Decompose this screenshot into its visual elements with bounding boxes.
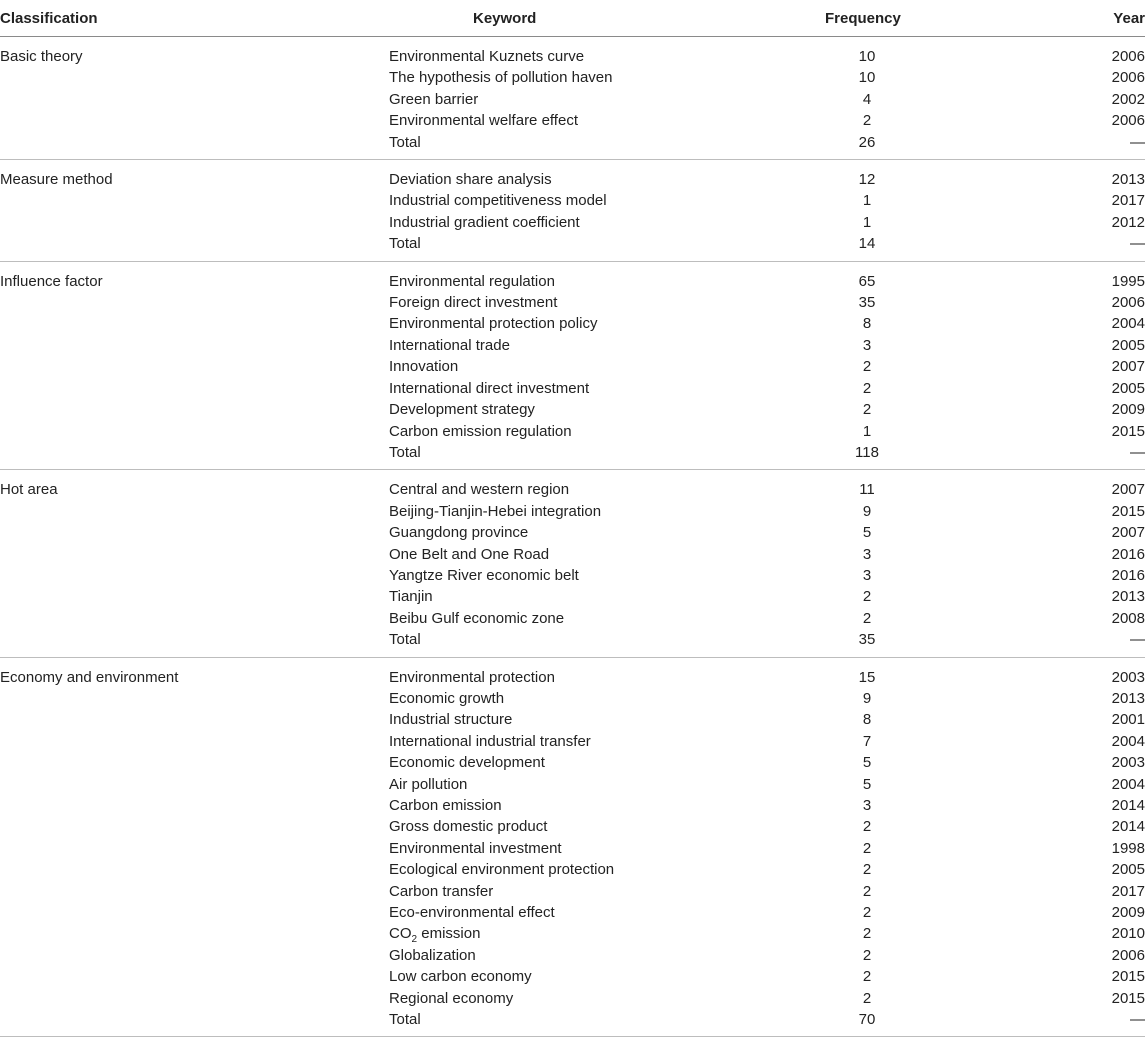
- year-cell: 2009: [1111, 401, 1145, 419]
- classification-cell: Measure method: [0, 171, 113, 189]
- year-cell: 2006: [1111, 48, 1145, 65]
- classification-cell: [0, 378, 388, 399]
- frequency-cell: 2: [862, 379, 872, 397]
- frequency-cell: 70: [754, 1009, 972, 1037]
- keyword-cell: [388, 923, 754, 944]
- table-row: [0, 565, 1145, 586]
- classification-cell: Influence factor: [0, 272, 103, 290]
- classification-cell: [0, 442, 388, 470]
- header-year: Year: [972, 0, 1145, 37]
- year-cell: 2015: [1111, 968, 1145, 986]
- classification-cell: [0, 945, 388, 966]
- year-cell: 2002: [1111, 90, 1145, 108]
- year-cell: 2016: [1111, 545, 1145, 563]
- keyword-cell: Carbon emission: [389, 797, 502, 814]
- frequency-cell: 2: [862, 925, 872, 943]
- table-row: [0, 859, 1145, 880]
- frequency-cell: 2: [862, 882, 872, 900]
- keyword-cell: Carbon emission regulation: [389, 422, 572, 440]
- table-row: [0, 945, 1145, 966]
- keyword-cell: Yangtze River economic belt: [389, 566, 579, 584]
- classification-cell: [0, 522, 388, 543]
- frequency-cell: 11: [859, 481, 875, 499]
- year-cell: 2006: [1111, 946, 1145, 964]
- keyword-cell: Environmental protection policy: [389, 315, 598, 333]
- classification-cell: [0, 752, 388, 773]
- year-cell: 2001: [1111, 711, 1145, 729]
- frequency-cell: 8: [862, 315, 872, 333]
- frequency-cell: 1: [862, 422, 872, 440]
- keyword-cell: Industrial gradient coefficient: [389, 213, 580, 231]
- classification-cell: [0, 838, 388, 859]
- classification-cell: [0, 923, 388, 944]
- frequency-cell: 4: [862, 90, 872, 108]
- year-cell: 2014: [1111, 797, 1145, 814]
- classification-cell: [0, 966, 388, 987]
- year-cell: —: [972, 629, 1145, 657]
- table-row: [0, 657, 1145, 688]
- frequency-cell: 2: [862, 946, 872, 964]
- classification-cell: Economy and environment: [0, 668, 179, 686]
- classification-cell: [0, 233, 388, 261]
- classification-cell: [0, 1009, 388, 1037]
- year-cell: 2016: [1111, 566, 1145, 584]
- year-cell: —: [972, 132, 1145, 160]
- table-row: [0, 190, 1145, 211]
- classification-cell: [0, 608, 388, 629]
- classification-cell: [0, 132, 388, 160]
- year-cell: 2005: [1111, 379, 1145, 397]
- table-row: [0, 923, 1145, 944]
- keyword-cell: Regional economy: [389, 989, 514, 1007]
- keyword-cell: Beibu Gulf economic zone: [389, 609, 565, 627]
- frequency-cell: 14: [754, 233, 972, 261]
- frequency-cell: 1: [862, 192, 872, 210]
- year-cell: 2006: [1111, 112, 1145, 130]
- year-cell: 2015: [1111, 989, 1145, 1007]
- table-row: [0, 89, 1145, 110]
- classification-cell: [0, 709, 388, 730]
- year-cell: 2007: [1111, 358, 1145, 376]
- frequency-cell: 2: [862, 839, 872, 857]
- frequency-cell: 3: [862, 797, 872, 814]
- table-row: [0, 292, 1145, 313]
- classification-cell: [0, 212, 388, 233]
- classification-cell: [0, 731, 388, 752]
- frequency-cell: 5: [862, 775, 872, 793]
- classification-cell: [0, 292, 388, 313]
- frequency-cell: 2: [862, 818, 872, 836]
- year-cell: 2017: [1111, 882, 1145, 900]
- keyword-cell: Economic growth: [389, 689, 505, 707]
- frequency-cell: 35: [754, 629, 972, 657]
- classification-cell: [0, 859, 388, 880]
- table-row: [0, 838, 1145, 859]
- keyword-cell: Economic development: [389, 754, 545, 772]
- table-row: [0, 1009, 1145, 1037]
- classification-cell: [0, 795, 388, 816]
- keyword-cell: Innovation: [389, 358, 459, 376]
- classification-cell: [0, 399, 388, 420]
- frequency-cell: 118: [754, 442, 972, 470]
- table-row: [0, 544, 1145, 565]
- classification-cell: [0, 565, 388, 586]
- year-cell: 2004: [1111, 732, 1145, 750]
- table-row: [0, 774, 1145, 795]
- frequency-cell: 8: [862, 711, 872, 729]
- keyword-cell: Gross domestic product: [389, 818, 548, 836]
- frequency-cell: 5: [862, 524, 872, 542]
- classification-cell: [0, 629, 388, 657]
- year-cell: 2013: [1111, 171, 1145, 189]
- year-cell: 2014: [1111, 818, 1145, 836]
- frequency-cell: 2: [862, 861, 872, 879]
- table-header: [0, 0, 1145, 37]
- keyword-cell: Environmental welfare effect: [389, 112, 578, 130]
- keyword-cell: Green barrier: [389, 90, 479, 108]
- keyword-cell: Eco-environmental effect: [389, 904, 555, 922]
- table-row: [0, 37, 1145, 68]
- table-row: [0, 313, 1145, 334]
- classification-cell: [0, 544, 388, 565]
- frequency-cell: 2: [862, 609, 872, 627]
- header-frequency: Frequency: [754, 0, 972, 37]
- frequency-cell: 35: [858, 294, 876, 312]
- frequency-cell: 65: [858, 272, 876, 290]
- year-cell: 1998: [1111, 839, 1145, 857]
- table-row: [0, 378, 1145, 399]
- classification-cell: [0, 313, 388, 334]
- year-cell: 2009: [1111, 904, 1145, 922]
- keyword-cell: Guangdong province: [389, 524, 529, 542]
- table-row: [0, 881, 1145, 902]
- keyword-cell: Tianjin: [389, 588, 433, 606]
- keyword-cell: Total: [388, 629, 754, 657]
- classification-cell: [0, 881, 388, 902]
- table-row: [0, 629, 1145, 657]
- frequency-cell: 9: [862, 502, 872, 520]
- keyword-cell: Ecological environment protection: [389, 861, 615, 879]
- table-body: [0, 37, 1145, 1037]
- table-row: [0, 356, 1145, 377]
- classification-cell: [0, 816, 388, 837]
- year-cell: 2015: [1111, 422, 1145, 440]
- table-row: [0, 688, 1145, 709]
- table-row: [0, 522, 1145, 543]
- table-row: [0, 261, 1145, 292]
- table-row: [0, 233, 1145, 261]
- frequency-cell: 3: [862, 545, 872, 563]
- table-row: [0, 212, 1145, 233]
- frequency-cell: 2: [862, 358, 872, 376]
- year-cell: 2003: [1111, 668, 1145, 686]
- keyword-cell: Total: [388, 442, 754, 470]
- year-cell: 2006: [1111, 69, 1145, 87]
- classification-cell: [0, 67, 388, 88]
- keyword-subscript: 2: [411, 934, 418, 946]
- frequency-cell: 2: [862, 989, 872, 1007]
- table-row: [0, 335, 1145, 356]
- year-cell: 2017: [1111, 192, 1145, 210]
- table-row: [0, 795, 1145, 816]
- header-keyword: Keyword: [388, 0, 754, 37]
- year-cell: 2004: [1111, 775, 1145, 793]
- year-cell: 2008: [1111, 609, 1145, 627]
- year-cell: —: [972, 1009, 1145, 1037]
- year-cell: 2010: [1111, 925, 1145, 943]
- frequency-cell: 2: [862, 968, 872, 986]
- keyword-cell: One Belt and One Road: [389, 545, 550, 563]
- table-row: [0, 501, 1145, 522]
- keyword-cell: International industrial transfer: [389, 732, 591, 750]
- year-cell: 2007: [1111, 524, 1145, 542]
- keyword-cell: Total: [388, 132, 754, 160]
- table-row: [0, 709, 1145, 730]
- frequency-cell: 1: [862, 213, 872, 231]
- keyword-cell: Industrial competitiveness model: [389, 192, 607, 210]
- frequency-cell: 10: [858, 48, 876, 65]
- classification-cell: [0, 902, 388, 923]
- frequency-cell: 2: [862, 588, 872, 606]
- keyword-cell: Globalization: [389, 946, 476, 964]
- keyword-cell: Development strategy: [389, 401, 535, 419]
- keyword-cell: Environmental Kuznets curve: [389, 48, 585, 65]
- classification-cell: [0, 190, 388, 211]
- frequency-cell: 15: [858, 668, 876, 686]
- year-cell: 1995: [1111, 272, 1145, 290]
- table-row: [0, 586, 1145, 607]
- keyword-cell: Environmental investment: [389, 839, 562, 857]
- frequency-cell: 10: [858, 69, 876, 87]
- classification-cell: [0, 356, 388, 377]
- year-cell: 2004: [1111, 315, 1145, 333]
- keyword-text: CO: [389, 925, 412, 943]
- keyword-cell: Carbon transfer: [389, 882, 494, 900]
- frequency-cell: 12: [858, 171, 876, 189]
- classification-cell: [0, 501, 388, 522]
- classification-cell: [0, 335, 388, 356]
- table-row: [0, 608, 1145, 629]
- table-row: [0, 132, 1145, 160]
- keyword-cell: Environmental regulation: [389, 272, 555, 290]
- frequency-cell: 7: [862, 732, 872, 750]
- year-cell: 2005: [1111, 861, 1145, 879]
- classification-cell: Basic theory: [0, 48, 83, 65]
- classification-cell: [0, 688, 388, 709]
- year-cell: 2005: [1111, 336, 1145, 354]
- table-row: [0, 110, 1145, 131]
- keyword-cell: Beijing-Tianjin-Hebei integration: [389, 502, 602, 520]
- frequency-cell: 5: [862, 754, 872, 772]
- table-row: [0, 731, 1145, 752]
- keyword-cell: Environmental protection: [389, 668, 555, 686]
- table-row: [0, 816, 1145, 837]
- year-cell: 2013: [1111, 689, 1145, 707]
- year-cell: 2006: [1111, 294, 1145, 312]
- keyword-cell: International trade: [389, 336, 510, 354]
- keyword-cell: Low carbon economy: [389, 968, 532, 986]
- keyword-cell: The hypothesis of pollution haven: [389, 69, 613, 87]
- keyword-cell: Foreign direct investment: [389, 294, 558, 312]
- frequency-cell: 3: [862, 336, 872, 354]
- year-cell: 2007: [1111, 481, 1145, 499]
- classification-cell: [0, 774, 388, 795]
- header-row: [0, 0, 1145, 37]
- table-row: [0, 442, 1145, 470]
- year-cell: —: [972, 442, 1145, 470]
- header-classification: Classification: [0, 0, 388, 37]
- keyword-cell: Total: [388, 233, 754, 261]
- year-cell: —: [972, 233, 1145, 261]
- table-row: [0, 902, 1145, 923]
- table-row: [0, 988, 1145, 1009]
- classification-cell: [0, 110, 388, 131]
- table-row: [0, 421, 1145, 442]
- keyword-cell: International direct investment: [389, 379, 590, 397]
- classification-cell: Hot area: [0, 481, 58, 499]
- keyword-cell: Deviation share analysis: [389, 171, 552, 189]
- keyword-text-tail: emission: [417, 925, 481, 943]
- table-row: [0, 966, 1145, 987]
- keyword-cell: Air pollution: [389, 775, 468, 793]
- table-row: [0, 67, 1145, 88]
- frequency-cell: 2: [862, 904, 872, 922]
- year-cell: 2003: [1111, 754, 1145, 772]
- table-row: [0, 399, 1145, 420]
- classification-cell: [0, 89, 388, 110]
- table-row: [0, 752, 1145, 773]
- keyword-cell: Central and western region: [389, 481, 570, 499]
- table-row: [0, 160, 1145, 191]
- frequency-cell: 26: [754, 132, 972, 160]
- year-cell: 2013: [1111, 588, 1145, 606]
- keyword-cell: Total: [388, 1009, 754, 1037]
- table-row: [0, 470, 1145, 501]
- year-cell: 2012: [1111, 213, 1145, 231]
- frequency-cell: 2: [862, 401, 872, 419]
- year-cell: 2015: [1111, 502, 1145, 520]
- keyword-cell: Industrial structure: [389, 711, 513, 729]
- frequency-cell: 9: [862, 689, 872, 707]
- classification-cell: [0, 421, 388, 442]
- classification-cell: [0, 988, 388, 1009]
- frequency-cell: 3: [862, 566, 872, 584]
- classification-cell: [0, 586, 388, 607]
- frequency-cell: 2: [862, 112, 872, 130]
